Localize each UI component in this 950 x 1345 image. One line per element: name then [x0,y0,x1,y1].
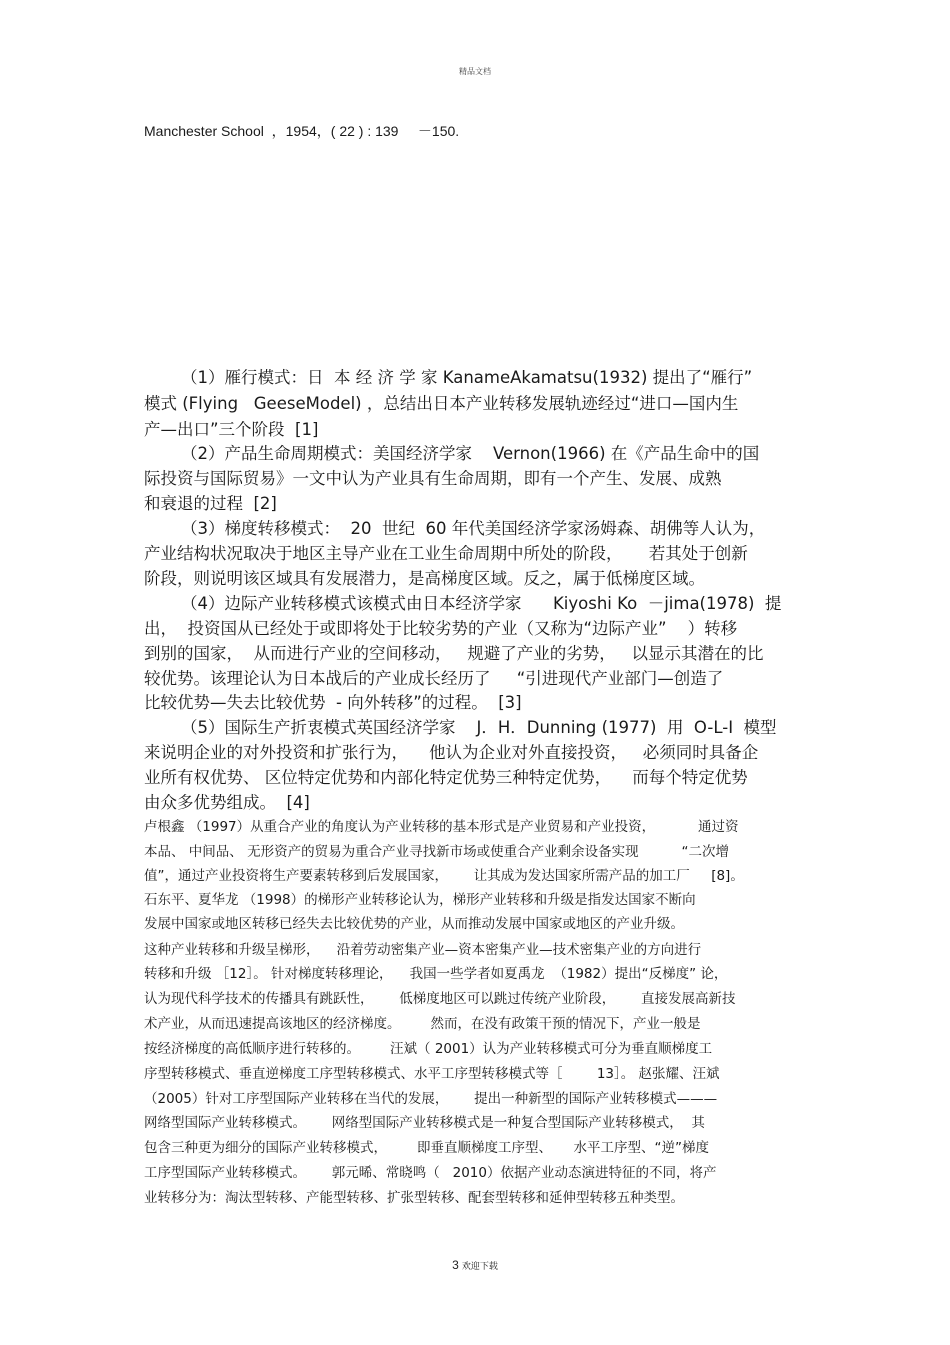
text-line: 转移和升级 ［12］。 针对梯度转移理论， 我国一些学者如夏禹龙 （1982）提出“反梯度” 论， [144,966,728,982]
page-footer [0,1258,950,1272]
text-line: 这种产业转移和升级呈梯形， 沿着劳动密集产业—资本密集产业—技术密集产业的方向进行 [144,942,702,958]
text-line: 认为现代科学技术的传播具有跳跃性， 低梯度地区可以跳过传统产业阶段， 直接发展高新技 [144,991,736,1007]
text-line: 由众多优势组成。 [4] [144,793,310,812]
text-line: （5）国际生产折衷模式英国经济学家 J．H．Dunning (1977) 用 O-L-I 模型 [181,718,777,737]
text-line: 网络型国际产业转移模式。 网络型国际产业转移模式是一种复合型国际产业转移模式， 其 [144,1115,705,1131]
text-line: 和衰退的过程 [2] [144,494,277,513]
text-line: 本品、 中间品、 无形资产的贸易为重合产业寻找新市场或使重合产业剩余设备实现 “二次增 [144,844,729,860]
text-line: 阶段，则说明该区域具有发展潜力，是高梯度区域。反之，属于低梯度区域。 [144,569,705,588]
text-line: 出， 投资国从已经处于或即将处于比较劣势的产业（又称为“边际产业” ）转移 [144,619,738,638]
text-line: 包含三种更为细分的国际产业转移模式， 即垂直顺梯度工序型、 水平工序型、“逆”梯度 [144,1140,709,1156]
text-line: 石东平、夏华龙 （1998）的梯形产业转移论认为，梯形产业转移和升级是指发达国家不断向 [144,892,696,908]
text-line: 模式 (Flying GeeseModel) ，总结出日本产业转移发展轨迹经过“进口—国内生 [144,394,739,413]
text-line: （4）边际产业转移模式该模式由日本经济学家 Kiyoshi Ko －jima(1978) 提 [181,594,782,613]
text-line: 值”，通过产业投资将生产要素转移到后发展国家， 让其成为发达国家所需产品的加工厂 [8]。 [144,868,744,884]
text-line: 到别的国家， 从而进行产业的空间移动， 规避了产业的劣势， 以显示其潜在的比 [144,644,764,663]
text-line: 际投资与国际贸易》一文中认为产业具有生命周期，即有一个产生、发展、成熟 [144,469,722,488]
footer-text: 欢迎下载 [461,1262,498,1272]
text-line: （2）产品生命周期模式：美国经济学家 Vernon(1966) 在《产品生命中的国 [181,444,760,463]
text-line: 产—出口”三个阶段 [1] [144,420,319,439]
text-line: 按经济梯度的高低顺序进行转移的。 汪斌（ 2001）认为产业转移模式可分为垂直顺梯度工 [144,1041,713,1057]
text-line: 业所有权优势、 区位特定优势和内部化特定优势三种特定优势， 而每个特定优势 [144,768,748,787]
text-line: 发展中国家或地区转移已经失去比较优势的产业，从而推动发展中国家或地区的产业升级。 [144,916,684,932]
text-line: 卢根鑫 （1997）从重合产业的角度认为产业转移的基本形式是产业贸易和产业投资， 通过资 [144,819,739,835]
text-line: 序型转移模式、垂直逆梯度工序型转移模式、水平工序型转移模式等［ 13］。 赵张耀、汪斌 [144,1066,720,1082]
page-number: 3 [452,1258,459,1272]
text-line: 业转移分为：淘汰型转移、产能型转移、扩张型转移、配套型转移和延伸型转移五种类型。 [144,1190,684,1206]
text-line: 比较优势—失去比较优势 - 向外转移”的过程。 [3] [144,693,522,712]
text-line: 较优势。该理论认为日本战后的产业成长经历了 “引进现代产业部门—创造了 [144,669,724,688]
text-line: （3）梯度转移模式： 20 世纪 60 年代美国经济学家汤姆森、胡佛等人认为， [181,519,766,538]
text-line: （2005）针对工序型国际产业转移在当代的发展， 提出一种新型的国际产业转移模式——— [144,1091,718,1107]
text-line: 产业结构状况取决于地区主导产业在工业生命周期中所处的阶段， 若其处于创新 [144,544,748,563]
reference-citation: Manchester School ，1954，( 22 ) : 139 －150. [144,123,460,139]
text-line: 来说明企业的对外投资和扩张行为， 他认为企业对外直接投资， 必须同时具备企 [144,743,759,762]
text-line: 工序型国际产业转移模式。 郭元晞、常晓鸣（ 2010）依据产业动态演进特征的不同，将产 [144,1165,717,1181]
text-line: （1）雁行模式：日 本 经 济 学 家 KanameAkamatsu(1932) 提出了“雁行” [181,368,753,387]
header-watermark: 精品文档 [459,67,491,76]
text-line: 术产业，从而迅速提高该地区的经济梯度。 然而，在没有政策干预的情况下，产业一般是 [144,1016,701,1032]
